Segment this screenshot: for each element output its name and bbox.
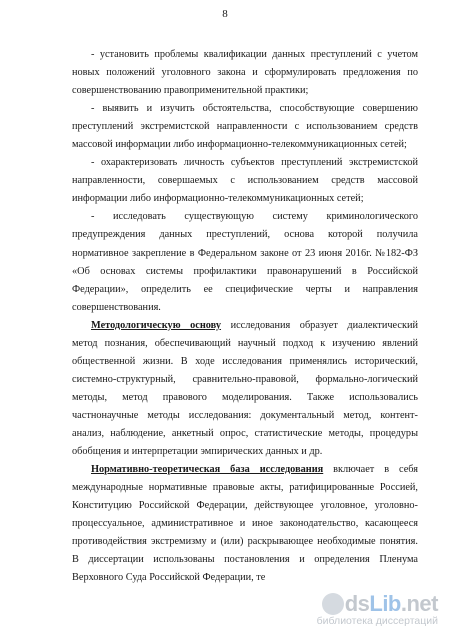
text-line: процессуальное, административное и иное законодательство, касающееся	[72, 518, 418, 530]
normative-base-heading: Нормативно-теоретическая база исследования	[91, 464, 324, 476]
text-line: нормативное закрепление в Федеральном законе от 23 июня 2016г. №182-ФЗ	[72, 247, 418, 259]
paragraph-methodology	[72, 317, 418, 461]
text-line: «Об основах системы профилактики правонарушений в Российской	[72, 265, 418, 277]
text-line: противодействия экстремизму и (или) раскрывающее необходимые понятия.	[72, 536, 418, 548]
paragraph-task-1	[72, 46, 418, 100]
methodology-heading: Методологическую основу	[91, 319, 222, 331]
dslib-watermark	[312, 591, 442, 631]
text-line: анализ, наблюдение, анкетный опрос, статистические методы, процедуры	[72, 427, 418, 439]
text-fragment: исследования образует диалектический	[221, 319, 418, 331]
text-line: преступлений экстремистской направленности с использованием средств	[72, 121, 418, 133]
text-line: Федерации», определить ее специфические черты и направления	[72, 283, 418, 295]
text-line: предупреждения данных преступлений, основа которой получила	[72, 229, 418, 241]
text-line: информации либо информационно-телекоммуникационных сетей;	[72, 193, 364, 205]
document-body	[72, 46, 418, 587]
text-line: Верховного Суда Российской Федерации, те	[72, 572, 266, 584]
text-line: Конституцию Российской Федерации, действующее уголовное, уголовно-	[72, 500, 418, 512]
watermark-logo-lib: Lib	[369, 591, 401, 616]
paragraph-task-3	[72, 154, 418, 208]
text-line: обобщения и интерпретации эмпирических данных и др.	[72, 446, 323, 458]
text-line: совершенствованию правоприменительной практики;	[72, 85, 309, 97]
text-line	[91, 461, 418, 479]
text-line: новых положений уголовного закона и сформулировать предложения по	[72, 67, 418, 79]
watermark-logo-net: .net	[400, 591, 438, 616]
text-line: - установить проблемы квалификации данных преступлений с учетом	[91, 49, 418, 60]
text-line	[91, 317, 418, 335]
watermark-subtitle: библиотека диссертаций	[316, 615, 438, 627]
paragraph-task-4	[72, 208, 418, 316]
text-line: общественной жизни. В ходе исследования применялись исторический,	[72, 355, 418, 367]
text-line: метод познания, обеспечивающий научный подход к изучению явлений	[72, 337, 418, 349]
page-number: 8	[222, 8, 228, 20]
text-line: - исследовать существующую систему криминологического	[91, 211, 418, 223]
paragraph-task-2	[72, 100, 418, 154]
text-line: массовой информации либо информационно-телекоммуникационных сетей;	[72, 139, 407, 151]
text-line: направленности, совершаемых с использованием средств массовой	[72, 175, 418, 187]
text-line: - выявить и изучить обстоятельства, способствующие совершению	[91, 103, 418, 115]
text-line: международные нормативные правовые акты, ратифицированные Россией,	[72, 482, 418, 494]
watermark-logo	[345, 591, 438, 617]
text-line: В диссертации использованы постановления и определения Пленума	[72, 554, 418, 566]
text-line: системно-структурный, сравнительно-правовой, формально-логический	[72, 373, 418, 385]
watermark-logo-ds: ds	[344, 591, 370, 616]
paragraph-normative-base	[72, 461, 418, 587]
text-line: - охарактеризовать личность субъектов преступлений экстремистской	[91, 157, 418, 169]
text-fragment: включает в себя	[323, 464, 418, 476]
text-line: частнонаучные методы исследования: документальный метод, контент-	[72, 409, 418, 421]
watermark-logo-icon	[322, 593, 344, 615]
text-line: методы, метод правового моделирования. Также использовались	[72, 391, 418, 403]
text-line: совершенствования.	[72, 301, 161, 313]
